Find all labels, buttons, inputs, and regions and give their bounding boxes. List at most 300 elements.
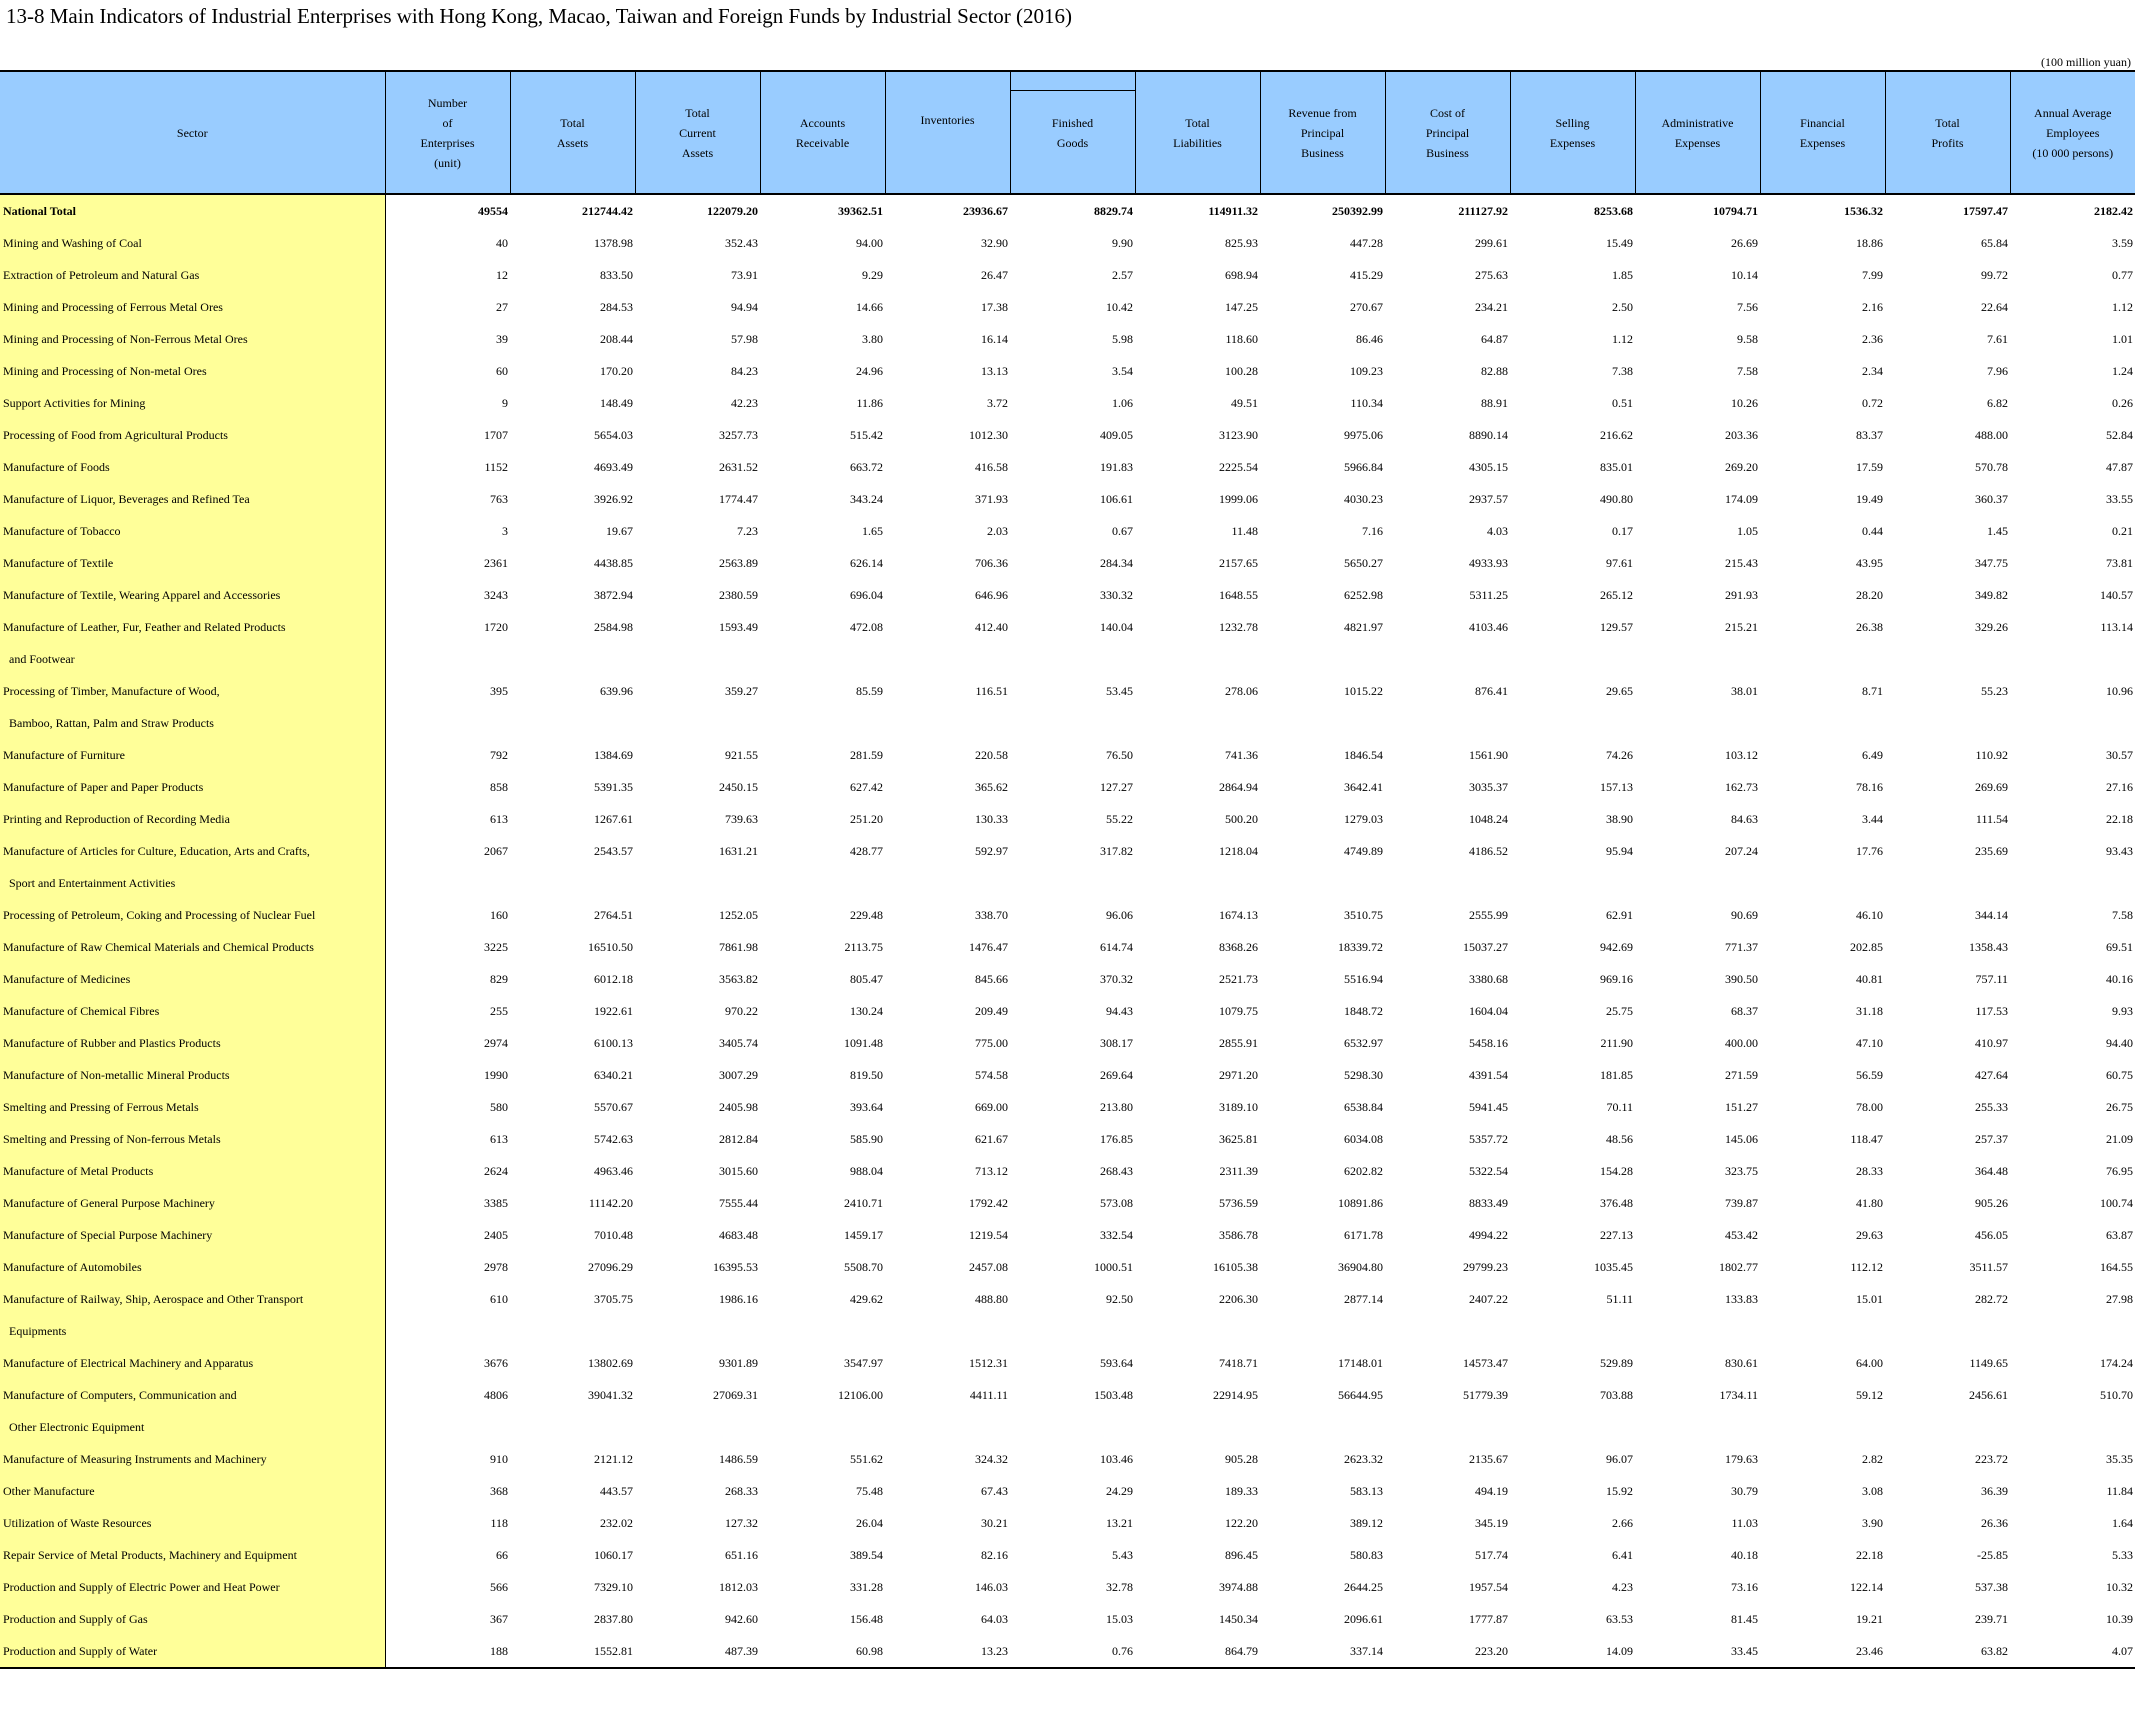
table-cell: 4933.93 bbox=[1469, 556, 1508, 570]
table-cell: 212744.42 bbox=[582, 204, 633, 218]
table-cell: 3642.41 bbox=[1344, 780, 1383, 794]
table-cell: 13802.69 bbox=[588, 1356, 633, 1370]
sector-name-line: Production and Supply of Water bbox=[3, 1644, 158, 1658]
table-cell: 24.96 bbox=[856, 364, 883, 378]
table-cell: 3225 bbox=[484, 940, 508, 954]
table-cell: 490.80 bbox=[1600, 492, 1633, 506]
table-cell: 331.28 bbox=[850, 1580, 883, 1594]
table-cell: 239.71 bbox=[1975, 1612, 2008, 1626]
table-cell: 29799.23 bbox=[1463, 1260, 1508, 1274]
table-cell: 17.38 bbox=[981, 300, 1008, 314]
table-cell: 23936.67 bbox=[963, 204, 1008, 218]
col-header-inventories: Inventories bbox=[885, 71, 1010, 194]
table-cell: 275.63 bbox=[1475, 268, 1508, 282]
table-cell: 1060.17 bbox=[594, 1548, 633, 1562]
table-cell: 16105.38 bbox=[1213, 1260, 1258, 1274]
sector-name-line: Smelting and Pressing of Ferrous Metals bbox=[3, 1100, 199, 1114]
table-cell: 1674.13 bbox=[1219, 908, 1258, 922]
table-cell: 905.28 bbox=[1225, 1452, 1258, 1466]
table-cell: 3385 bbox=[484, 1196, 508, 1210]
sector-name bbox=[0, 1571, 385, 1603]
table-cell: 60.75 bbox=[2106, 1068, 2133, 1082]
sector-name-line: Manufacture of Special Purpose Machinery bbox=[3, 1228, 213, 1242]
table-cell: 2361 bbox=[484, 556, 508, 570]
sector-name-line: Processing of Petroleum, Coking and Processing of Nuclear Fuel bbox=[3, 908, 316, 922]
table-cell: 220.58 bbox=[975, 748, 1008, 762]
table-cell: 6538.84 bbox=[1344, 1100, 1383, 1114]
table-cell: 35.35 bbox=[2106, 1452, 2133, 1466]
table-row bbox=[0, 1347, 2135, 1379]
table-cell: 2410.71 bbox=[844, 1196, 883, 1210]
table-cell: 1777.87 bbox=[1469, 1612, 1508, 1626]
table-cell: 2812.84 bbox=[719, 1132, 758, 1146]
table-cell: 109.23 bbox=[1350, 364, 1383, 378]
table-cell: 2555.99 bbox=[1469, 908, 1508, 922]
table-cell: 1604.04 bbox=[1469, 1004, 1508, 1018]
table-cell: 100.28 bbox=[1225, 364, 1258, 378]
table-cell: 7010.48 bbox=[594, 1228, 633, 1242]
table-cell: 0.17 bbox=[1612, 524, 1633, 538]
table-cell: 775.00 bbox=[975, 1036, 1008, 1050]
table-cell: 90.69 bbox=[1731, 908, 1758, 922]
table-cell: 412.40 bbox=[975, 620, 1008, 634]
sector-name bbox=[0, 1283, 385, 1347]
table-cell: 22.64 bbox=[1981, 300, 2008, 314]
table-cell: 1015.22 bbox=[1344, 684, 1383, 698]
sector-name bbox=[0, 547, 385, 579]
table-cell: 78.00 bbox=[1856, 1100, 1883, 1114]
sector-name bbox=[0, 291, 385, 323]
table-cell: 6532.97 bbox=[1344, 1036, 1383, 1050]
table-cell: 7.58 bbox=[1737, 364, 1758, 378]
table-cell: 3.08 bbox=[1862, 1484, 1883, 1498]
table-row bbox=[0, 1379, 2135, 1443]
table-cell: 7555.44 bbox=[719, 1196, 758, 1210]
table-cell: 8833.49 bbox=[1469, 1196, 1508, 1210]
table-cell: 365.62 bbox=[975, 780, 1008, 794]
table-cell: 18339.72 bbox=[1338, 940, 1383, 954]
table-cell: 110.34 bbox=[1350, 396, 1383, 410]
sector-name-line: Manufacture of Foods bbox=[3, 460, 110, 474]
table-cell: 3510.75 bbox=[1344, 908, 1383, 922]
sector-name-line: Manufacture of Non-metallic Mineral Products bbox=[3, 1068, 230, 1082]
table-cell: 0.72 bbox=[1862, 396, 1883, 410]
table-cell: 16510.50 bbox=[588, 940, 633, 954]
table-cell: 11.84 bbox=[2106, 1484, 2133, 1498]
table-cell: 140.04 bbox=[1100, 620, 1133, 634]
table-cell: 613 bbox=[490, 1132, 508, 1146]
table-cell: 15.92 bbox=[1606, 1484, 1633, 1498]
table-cell: 3035.37 bbox=[1469, 780, 1508, 794]
sector-name bbox=[0, 899, 385, 931]
sector-name bbox=[0, 739, 385, 771]
table-cell: 2971.20 bbox=[1219, 1068, 1258, 1082]
table-cell: 145.06 bbox=[1725, 1132, 1758, 1146]
table-cell: 235.69 bbox=[1975, 844, 2008, 858]
table-cell: 56.59 bbox=[1856, 1068, 1883, 1082]
table-row bbox=[0, 771, 2135, 803]
table-cell: 57.98 bbox=[731, 332, 758, 346]
table-cell: 1219.54 bbox=[969, 1228, 1008, 1242]
table-cell: 2405 bbox=[484, 1228, 508, 1242]
sector-name bbox=[0, 1635, 385, 1668]
table-cell: 8253.68 bbox=[1594, 204, 1633, 218]
table-row bbox=[0, 1539, 2135, 1571]
table-cell: 1218.04 bbox=[1219, 844, 1258, 858]
table-cell: 32.90 bbox=[981, 236, 1008, 250]
table-cell: 148.49 bbox=[600, 396, 633, 410]
table-cell: 19.21 bbox=[1856, 1612, 1883, 1626]
table-cell: 129.57 bbox=[1600, 620, 1633, 634]
table-cell: 56644.95 bbox=[1338, 1388, 1383, 1402]
table-cell: 2855.91 bbox=[1219, 1036, 1258, 1050]
table-cell: 83.37 bbox=[1856, 428, 1883, 442]
table-cell: 517.74 bbox=[1475, 1548, 1508, 1562]
table-cell: 2157.65 bbox=[1219, 556, 1258, 570]
table-cell: 1000.51 bbox=[1094, 1260, 1133, 1274]
table-cell: 3243 bbox=[484, 588, 508, 602]
table-cell: 2.57 bbox=[1112, 268, 1133, 282]
sector-name-line: Processing of Timber, Manufacture of Wood, bbox=[3, 684, 220, 698]
col-header-current-assets: Total Current Assets bbox=[635, 71, 760, 194]
table-cell: 70.11 bbox=[1606, 1100, 1633, 1114]
table-cell: 1561.90 bbox=[1469, 748, 1508, 762]
table-cell: 6171.78 bbox=[1344, 1228, 1383, 1242]
table-cell: 9301.89 bbox=[719, 1356, 758, 1370]
table-cell: 833.50 bbox=[600, 268, 633, 282]
table-cell: 94.40 bbox=[2106, 1036, 2133, 1050]
table-row bbox=[0, 963, 2135, 995]
table-cell: 117.53 bbox=[1975, 1004, 2008, 1018]
sector-name-line: Manufacture of Articles for Culture, Education, Arts and Crafts, bbox=[3, 844, 310, 858]
table-cell: 33.45 bbox=[1635, 1635, 1760, 1668]
table-cell: 6252.98 bbox=[1344, 588, 1383, 602]
table-cell: 487.39 bbox=[635, 1635, 760, 1668]
table-cell: 6.82 bbox=[1987, 396, 2008, 410]
table-cell: 33.55 bbox=[2106, 492, 2133, 506]
sector-name-line: Manufacture of Medicines bbox=[3, 972, 131, 986]
table-cell: 359.27 bbox=[725, 684, 758, 698]
table-cell: 845.66 bbox=[975, 972, 1008, 986]
table-cell: 118 bbox=[490, 1516, 508, 1530]
table-cell: 551.62 bbox=[850, 1452, 883, 1466]
table-cell: 574.58 bbox=[975, 1068, 1008, 1082]
table-cell: 3189.10 bbox=[1219, 1100, 1258, 1114]
table-body bbox=[0, 194, 2135, 1668]
table-cell: 27.98 bbox=[2106, 1292, 2133, 1306]
table-cell: 26.69 bbox=[1731, 236, 1758, 250]
table-cell: 3007.29 bbox=[719, 1068, 758, 1082]
table-cell: 299.61 bbox=[1475, 236, 1508, 250]
table-cell: 146.03 bbox=[975, 1580, 1008, 1594]
col-header-total-liabilities: Total Liabilities bbox=[1135, 71, 1260, 194]
table-cell: 613 bbox=[490, 812, 508, 826]
table-row bbox=[0, 835, 2135, 899]
table-cell: 170.20 bbox=[600, 364, 633, 378]
table-cell: 6100.13 bbox=[594, 1036, 633, 1050]
table-cell: 646.96 bbox=[975, 588, 1008, 602]
table-row bbox=[0, 291, 2135, 323]
table-cell: 2624 bbox=[484, 1164, 508, 1178]
col-header-financial-expenses: Financial Expenses bbox=[1760, 71, 1885, 194]
table-row bbox=[0, 1475, 2135, 1507]
table-cell: 1012.30 bbox=[969, 428, 1008, 442]
table-cell: 10.14 bbox=[1731, 268, 1758, 282]
table-cell: 390.50 bbox=[1725, 972, 1758, 986]
table-cell: 792 bbox=[490, 748, 508, 762]
table-cell: 456.05 bbox=[1975, 1228, 2008, 1242]
table-cell: 1252.05 bbox=[719, 908, 758, 922]
sector-name-line: Manufacture of Textile, Wearing Apparel and Accessories bbox=[3, 588, 281, 602]
table-cell: 140.57 bbox=[2100, 588, 2133, 602]
table-cell: 4438.85 bbox=[594, 556, 633, 570]
table-cell: 11.48 bbox=[1231, 524, 1258, 538]
table-cell: 2877.14 bbox=[1344, 1292, 1383, 1306]
table-cell: 1848.72 bbox=[1344, 1004, 1383, 1018]
table-cell: 17.76 bbox=[1856, 844, 1883, 858]
table-cell: 2584.98 bbox=[594, 620, 633, 634]
table-cell: 27 bbox=[496, 300, 508, 314]
table-cell: 1986.16 bbox=[719, 1292, 758, 1306]
table-row bbox=[0, 1219, 2135, 1251]
table-cell: 113.14 bbox=[2100, 620, 2133, 634]
table-row bbox=[0, 611, 2135, 675]
sector-name bbox=[0, 771, 385, 803]
table-cell: 7861.98 bbox=[719, 940, 758, 954]
sector-name bbox=[0, 995, 385, 1027]
table-cell: 2644.25 bbox=[1344, 1580, 1383, 1594]
table-cell: 447.28 bbox=[1350, 236, 1383, 250]
table-cell: 3015.60 bbox=[719, 1164, 758, 1178]
table-cell: 25.75 bbox=[1606, 1004, 1633, 1018]
table-cell: 1774.47 bbox=[719, 492, 758, 506]
sector-name-line: Manufacture of Paper and Paper Products bbox=[3, 780, 204, 794]
table-cell: 73.81 bbox=[2106, 556, 2133, 570]
table-cell: 393.64 bbox=[850, 1100, 883, 1114]
table-cell: 2764.51 bbox=[594, 908, 633, 922]
table-cell: 696.04 bbox=[850, 588, 883, 602]
table-cell: 13.23 bbox=[885, 1635, 1010, 1668]
table-cell: 323.75 bbox=[1725, 1164, 1758, 1178]
table-cell: 9.29 bbox=[862, 268, 883, 282]
table-cell: 82.16 bbox=[981, 1548, 1008, 1562]
table-cell: 271.59 bbox=[1725, 1068, 1758, 1082]
table-cell: 268.43 bbox=[1100, 1164, 1133, 1178]
table-cell: 367 bbox=[490, 1612, 508, 1626]
table-cell: 663.72 bbox=[850, 460, 883, 474]
table-cell: 6340.21 bbox=[594, 1068, 633, 1082]
table-cell: 593.64 bbox=[1100, 1356, 1133, 1370]
table-cell: 1.45 bbox=[1987, 524, 2008, 538]
table-cell: 2.82 bbox=[1862, 1452, 1883, 1466]
table-cell: 376.48 bbox=[1600, 1196, 1633, 1210]
table-cell: 3511.57 bbox=[1969, 1260, 2008, 1274]
table-cell: 703.88 bbox=[1600, 1388, 1633, 1402]
table-cell: 55.23 bbox=[1981, 684, 2008, 698]
table-cell: 2937.57 bbox=[1469, 492, 1508, 506]
table-cell: 7.61 bbox=[1987, 332, 2008, 346]
table-row bbox=[0, 227, 2135, 259]
table-cell: 1631.21 bbox=[719, 844, 758, 858]
table-cell: 360.37 bbox=[1975, 492, 2008, 506]
table-cell: 819.50 bbox=[850, 1068, 883, 1082]
table-cell: 9.90 bbox=[1112, 236, 1133, 250]
table-cell: 63.82 bbox=[1885, 1635, 2010, 1668]
table-cell: 47.10 bbox=[1856, 1036, 1883, 1050]
table-cell: 2096.61 bbox=[1344, 1612, 1383, 1626]
table-cell: 94.00 bbox=[856, 236, 883, 250]
table-cell: 38.01 bbox=[1731, 684, 1758, 698]
table-cell: 42.23 bbox=[731, 396, 758, 410]
table-cell: 13.13 bbox=[981, 364, 1008, 378]
table-cell: 6202.82 bbox=[1344, 1164, 1383, 1178]
table-cell: 1048.24 bbox=[1469, 812, 1508, 826]
table-cell: 75.48 bbox=[856, 1484, 883, 1498]
table-cell: 60 bbox=[496, 364, 508, 378]
sector-name bbox=[0, 1219, 385, 1251]
sector-name-line: Smelting and Pressing of Non-ferrous Metals bbox=[3, 1132, 221, 1146]
table-cell: 2457.08 bbox=[969, 1260, 1008, 1274]
table-cell: 4821.97 bbox=[1344, 620, 1383, 634]
table-cell: 62.91 bbox=[1606, 908, 1633, 922]
sector-name-line: Manufacture of Raw Chemical Materials and Chemical Products bbox=[3, 940, 314, 954]
table-cell: 74.26 bbox=[1606, 748, 1633, 762]
table-cell: 160 bbox=[490, 908, 508, 922]
table-cell: 4994.22 bbox=[1469, 1228, 1508, 1242]
table-cell: 26.38 bbox=[1856, 620, 1883, 634]
table-cell: 1.12 bbox=[2112, 300, 2133, 314]
table-cell: 825.93 bbox=[1225, 236, 1258, 250]
table-cell: 1232.78 bbox=[1219, 620, 1258, 634]
table-cell: 0.51 bbox=[1612, 396, 1633, 410]
table-cell: 1079.75 bbox=[1219, 1004, 1258, 1018]
table-cell: 5742.63 bbox=[594, 1132, 633, 1146]
col-header-total-profits: Total Profits bbox=[1885, 71, 2010, 194]
sector-name-line: Manufacture of General Purpose Machinery bbox=[3, 1196, 215, 1210]
table-cell: 0.67 bbox=[1112, 524, 1133, 538]
sector-name-line: Manufacture of Metal Products bbox=[3, 1164, 154, 1178]
table-cell: 3257.73 bbox=[719, 428, 758, 442]
table-cell: 7.23 bbox=[737, 524, 758, 538]
table-cell: 94.94 bbox=[731, 300, 758, 314]
table-cell: 73.91 bbox=[731, 268, 758, 282]
sector-name-line: Manufacture of Leather, Fur, Feather and Related Products bbox=[3, 620, 286, 634]
table-cell: 4305.15 bbox=[1469, 460, 1508, 474]
table-row bbox=[0, 194, 2135, 227]
table-cell: 30.57 bbox=[2106, 748, 2133, 762]
sector-name-line: Support Activities for Mining bbox=[3, 396, 146, 410]
table-row bbox=[0, 931, 2135, 963]
table-cell: 232.02 bbox=[600, 1516, 633, 1530]
table-cell: 3547.97 bbox=[844, 1356, 883, 1370]
table-cell: 1.65 bbox=[862, 524, 883, 538]
table-cell: 19.67 bbox=[606, 524, 633, 538]
table-cell: 111.54 bbox=[1975, 812, 2008, 826]
table-cell: 529.89 bbox=[1600, 1356, 1633, 1370]
table-cell: 5311.25 bbox=[1469, 588, 1508, 602]
table-cell: 639.96 bbox=[600, 684, 633, 698]
table-cell: 18.86 bbox=[1856, 236, 1883, 250]
table-cell: 103.12 bbox=[1725, 748, 1758, 762]
sector-name bbox=[0, 611, 385, 675]
table-cell: 2405.98 bbox=[719, 1100, 758, 1114]
table-cell: 147.25 bbox=[1225, 300, 1258, 314]
table-cell: 211127.92 bbox=[1458, 204, 1508, 218]
sector-name-line: Bamboo, Rattan, Palm and Straw Products bbox=[9, 716, 214, 730]
table-cell: 19.49 bbox=[1856, 492, 1883, 506]
table-cell: 345.19 bbox=[1475, 1516, 1508, 1530]
table-cell: 10.26 bbox=[1731, 396, 1758, 410]
table-cell: 47.87 bbox=[2106, 460, 2133, 474]
table-cell: 1486.59 bbox=[719, 1452, 758, 1466]
table-cell: 1358.43 bbox=[1969, 940, 2008, 954]
table-cell: 11.03 bbox=[1731, 1516, 1758, 1530]
table-row bbox=[0, 1635, 2135, 1668]
table-row bbox=[0, 1603, 2135, 1635]
table-cell: 2974 bbox=[484, 1036, 508, 1050]
table-cell: 68.37 bbox=[1731, 1004, 1758, 1018]
table-cell: 64.87 bbox=[1481, 332, 1508, 346]
table-cell: 284.53 bbox=[600, 300, 633, 314]
table-cell: 3 bbox=[502, 524, 508, 538]
table-cell: 8.71 bbox=[1862, 684, 1883, 698]
table-cell: 281.59 bbox=[850, 748, 883, 762]
table-cell: 835.01 bbox=[1600, 460, 1633, 474]
table-cell: 216.62 bbox=[1600, 428, 1633, 442]
table-cell: 64.00 bbox=[1856, 1356, 1883, 1370]
table-cell: 706.36 bbox=[975, 556, 1008, 570]
sector-name bbox=[0, 1059, 385, 1091]
sector-name bbox=[0, 1443, 385, 1475]
table-cell: 3705.75 bbox=[594, 1292, 633, 1306]
table-row bbox=[0, 547, 2135, 579]
table-cell: 16395.53 bbox=[713, 1260, 758, 1274]
table-cell: 2631.52 bbox=[719, 460, 758, 474]
sector-name bbox=[0, 259, 385, 291]
table-cell: 416.58 bbox=[975, 460, 1008, 474]
table-cell: 2864.94 bbox=[1219, 780, 1258, 794]
table-cell: 389.54 bbox=[850, 1548, 883, 1562]
table-cell: 3.59 bbox=[2112, 236, 2133, 250]
table-row bbox=[0, 515, 2135, 547]
table-cell: 53.45 bbox=[1106, 684, 1133, 698]
table-cell: 26.75 bbox=[2106, 1100, 2133, 1114]
table-cell: 10.96 bbox=[2106, 684, 2133, 698]
table-cell: 698.94 bbox=[1225, 268, 1258, 282]
table-cell: 364.48 bbox=[1975, 1164, 2008, 1178]
table-cell: 771.37 bbox=[1725, 940, 1758, 954]
table-cell: 23.46 bbox=[1760, 1635, 1885, 1668]
table-cell: 7418.71 bbox=[1219, 1356, 1258, 1370]
table-cell: 1536.32 bbox=[1844, 204, 1883, 218]
table-cell: 110.92 bbox=[1975, 748, 2008, 762]
table-cell: 580 bbox=[490, 1100, 508, 1114]
table-cell: 17148.01 bbox=[1338, 1356, 1383, 1370]
table-cell: 188 bbox=[385, 1635, 510, 1668]
table-cell: 27.16 bbox=[2106, 780, 2133, 794]
sector-name-line: Mining and Processing of Non-metal Ores bbox=[3, 364, 207, 378]
col-header-total-assets: Total Assets bbox=[510, 71, 635, 194]
table-cell: 329.26 bbox=[1975, 620, 2008, 634]
sector-name-line: Other Electronic Equipment bbox=[9, 1420, 145, 1434]
table-cell: 213.80 bbox=[1100, 1100, 1133, 1114]
table-cell: 6034.08 bbox=[1344, 1132, 1383, 1146]
table-cell: 27069.31 bbox=[713, 1388, 758, 1402]
table-cell: 127.27 bbox=[1100, 780, 1133, 794]
table-cell: 5.33 bbox=[2112, 1548, 2133, 1562]
table-cell: 114911.32 bbox=[1208, 204, 1258, 218]
table-cell: 69.51 bbox=[2106, 940, 2133, 954]
